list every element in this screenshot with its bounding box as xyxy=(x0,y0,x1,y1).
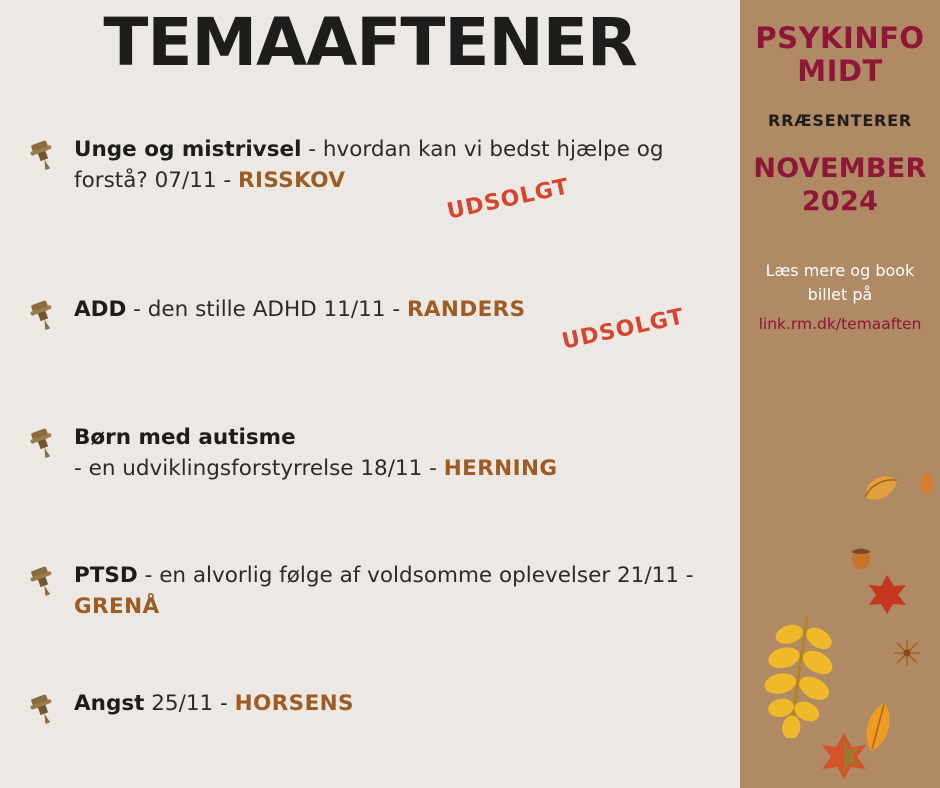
event-list xyxy=(26,135,726,769)
event-city: RISSKOV xyxy=(238,167,346,193)
leaf-icon xyxy=(764,608,834,742)
acorn-icon xyxy=(848,540,874,574)
event-lead: Børn med autisme xyxy=(74,425,296,450)
event-city: RANDERS xyxy=(406,297,526,322)
brand-line-2: MIDT xyxy=(797,54,883,89)
event-detail: - en alvorlig følge af voldsomme oplevelser 21/11 - xyxy=(137,563,694,588)
list-item xyxy=(26,295,726,403)
sidebar xyxy=(740,0,940,788)
leaf-icon xyxy=(818,730,870,786)
pushpin-icon xyxy=(26,693,60,727)
booking-line-2: billet på xyxy=(807,285,873,305)
event-detail: - en udviklingsforstyrrelse 18/11 - xyxy=(74,455,444,481)
list-item xyxy=(26,135,726,275)
event-detail: - hvordan kan vi bedst hjælpe og forstå? 07/11 - xyxy=(74,137,664,193)
pushpin-icon xyxy=(26,139,60,173)
leaf-icon xyxy=(918,470,936,500)
event-text xyxy=(74,135,714,196)
event-city: HERNING xyxy=(443,455,558,481)
month-year xyxy=(740,152,940,220)
pushpin-icon xyxy=(26,565,60,599)
event-city: GRENÅ xyxy=(74,593,160,619)
event-detail: 25/11 - xyxy=(144,691,235,716)
booking-info xyxy=(740,259,940,336)
event-lead: Angst xyxy=(74,691,145,716)
year-label: 2024 xyxy=(801,186,879,218)
page-title: TEMAAFTENER xyxy=(103,4,637,81)
leaf-icon xyxy=(858,700,898,758)
event-lead: PTSD xyxy=(74,563,138,588)
brand-line-1: PSYKINFO xyxy=(755,21,925,55)
brand-name xyxy=(740,22,940,89)
event-detail: - den stille ADHD 11/11 - xyxy=(126,297,407,322)
seed-pod-icon xyxy=(892,638,922,672)
presents-label: RRÆSENTERER xyxy=(767,110,913,130)
pushpin-icon xyxy=(26,427,60,461)
leaf-icon xyxy=(858,470,904,516)
status-badge: UDSOLGT xyxy=(444,174,572,225)
event-lead: ADD xyxy=(74,297,127,322)
month-label: NOVEMBER xyxy=(753,152,927,184)
list-item xyxy=(26,423,726,541)
event-text xyxy=(74,561,714,622)
event-text xyxy=(74,423,714,484)
event-lead: Unge og mistrivsel xyxy=(74,137,302,162)
status-badge: UDSOLGT xyxy=(559,304,687,355)
list-item xyxy=(26,561,726,669)
event-city: HORSENS xyxy=(234,691,354,716)
booking-line-1: Læs mere og book xyxy=(765,261,915,281)
event-text xyxy=(74,689,714,720)
booking-link[interactable]: link.rm.dk/temaaften xyxy=(758,315,922,334)
pushpin-icon xyxy=(26,299,60,333)
leaf-icon xyxy=(865,572,909,620)
list-item xyxy=(26,689,726,749)
